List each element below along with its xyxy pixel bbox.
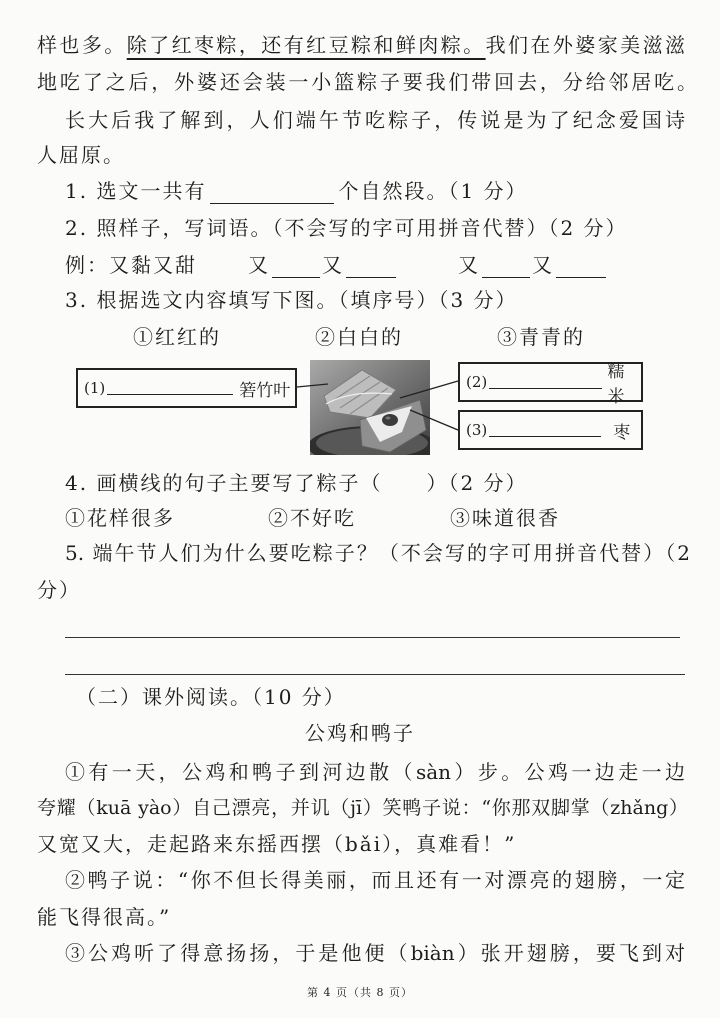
story-line: ①有一天，公鸡和鸭子到河边散（sàn）步。公鸡一边走一边 bbox=[65, 760, 685, 784]
answer-line[interactable] bbox=[65, 674, 685, 675]
answer-blank[interactable] bbox=[556, 258, 606, 278]
answer-blank[interactable] bbox=[210, 184, 334, 204]
example-word: 例：又黏又甜 bbox=[65, 253, 197, 277]
option: ②不好吃 bbox=[268, 506, 356, 530]
box-word: 枣 bbox=[613, 422, 631, 443]
story-line: 又宽又大，走起路来东摇西摆（bǎi），真难看！” bbox=[37, 832, 517, 856]
label-box-leaf bbox=[76, 368, 297, 408]
zongzi-photo bbox=[310, 360, 430, 455]
question-4: 4. 画横线的句子主要写了粽子（ ）（2 分） bbox=[65, 471, 528, 495]
question-1 bbox=[65, 178, 528, 204]
passage-text: 我们在外婆家美滋滋 bbox=[485, 33, 686, 57]
story-line: ③公鸡听了得意扬扬，于是他便（biàn）张开翅膀，要飞到对 bbox=[65, 941, 685, 965]
answer-blank[interactable] bbox=[107, 381, 233, 395]
box-word: 箬竹叶 bbox=[239, 380, 291, 401]
passage-line-2: 地吃了之后，外婆还会装一小篮粽子要我们带回去，分给邻居吃。 bbox=[37, 70, 697, 94]
option: ②白白的 bbox=[315, 325, 403, 349]
label-box-date bbox=[458, 410, 643, 450]
pattern-char: 又 bbox=[458, 253, 480, 277]
word-pattern-2 bbox=[458, 252, 606, 278]
question-5-cont: 分） bbox=[37, 578, 81, 602]
question-3: 3. 根据选文内容填写下图。（填序号）（3 分） bbox=[65, 288, 518, 312]
word-pattern-1 bbox=[248, 252, 396, 278]
answer-line[interactable] bbox=[65, 637, 680, 638]
story-title: 公鸡和鸭子 bbox=[305, 721, 415, 745]
question-1-text: 个自然段。（1 分） bbox=[338, 179, 528, 203]
box-number: (2) bbox=[466, 373, 488, 391]
question-5: 5. 端午节人们为什么要吃粽子？（不会写的字可用拼音代替）（2 bbox=[65, 541, 690, 565]
box-word: 糯米 bbox=[607, 362, 625, 407]
answer-blank[interactable] bbox=[489, 375, 601, 389]
answer-blank[interactable] bbox=[272, 258, 320, 278]
passage-line-4: 人屈原。 bbox=[37, 143, 125, 167]
question-1-text: 1. 选文一共有 bbox=[65, 179, 207, 203]
answer-blank[interactable] bbox=[482, 258, 530, 278]
question-2: 2. 照样子，写词语。（不会写的字可用拼音代替）（2 分） bbox=[65, 216, 628, 240]
option: ①花样很多 bbox=[65, 506, 175, 530]
option: ①红红的 bbox=[133, 325, 221, 349]
answer-blank[interactable] bbox=[489, 423, 601, 437]
box-number: (3) bbox=[466, 421, 488, 439]
pattern-char: 又 bbox=[532, 253, 554, 277]
page-number: 第 4 页（共 8 页） bbox=[307, 986, 413, 999]
underlined-sentence: 除了红枣粽，还有红豆粽和鲜肉粽。 bbox=[126, 33, 486, 57]
passage-line-3: 长大后我了解到，人们端午节吃粽子，传说是为了纪念爱国诗 bbox=[65, 108, 685, 132]
pattern-char: 又 bbox=[322, 253, 344, 277]
option: ③青青的 bbox=[497, 325, 585, 349]
pattern-char: 又 bbox=[248, 253, 270, 277]
box-number: (1) bbox=[84, 379, 106, 397]
story-line: 能飞得很高。” bbox=[37, 905, 172, 929]
passage-line-1 bbox=[37, 32, 685, 58]
option: ③味道很香 bbox=[450, 506, 560, 530]
label-box-rice bbox=[458, 362, 643, 407]
section-heading: （二）课外阅读。（10 分） bbox=[76, 685, 346, 709]
story-line: 夸耀（kuā yào）自己漂亮，并讥（jī）笑鸭子说：“你那双脚掌（zhǎng） bbox=[37, 797, 688, 819]
answer-blank[interactable] bbox=[346, 258, 396, 278]
passage-text: 样也多。 bbox=[37, 33, 127, 57]
story-line: ②鸭子说：“你不但长得美丽，而且还有一对漂亮的翅膀，一定 bbox=[65, 868, 685, 892]
